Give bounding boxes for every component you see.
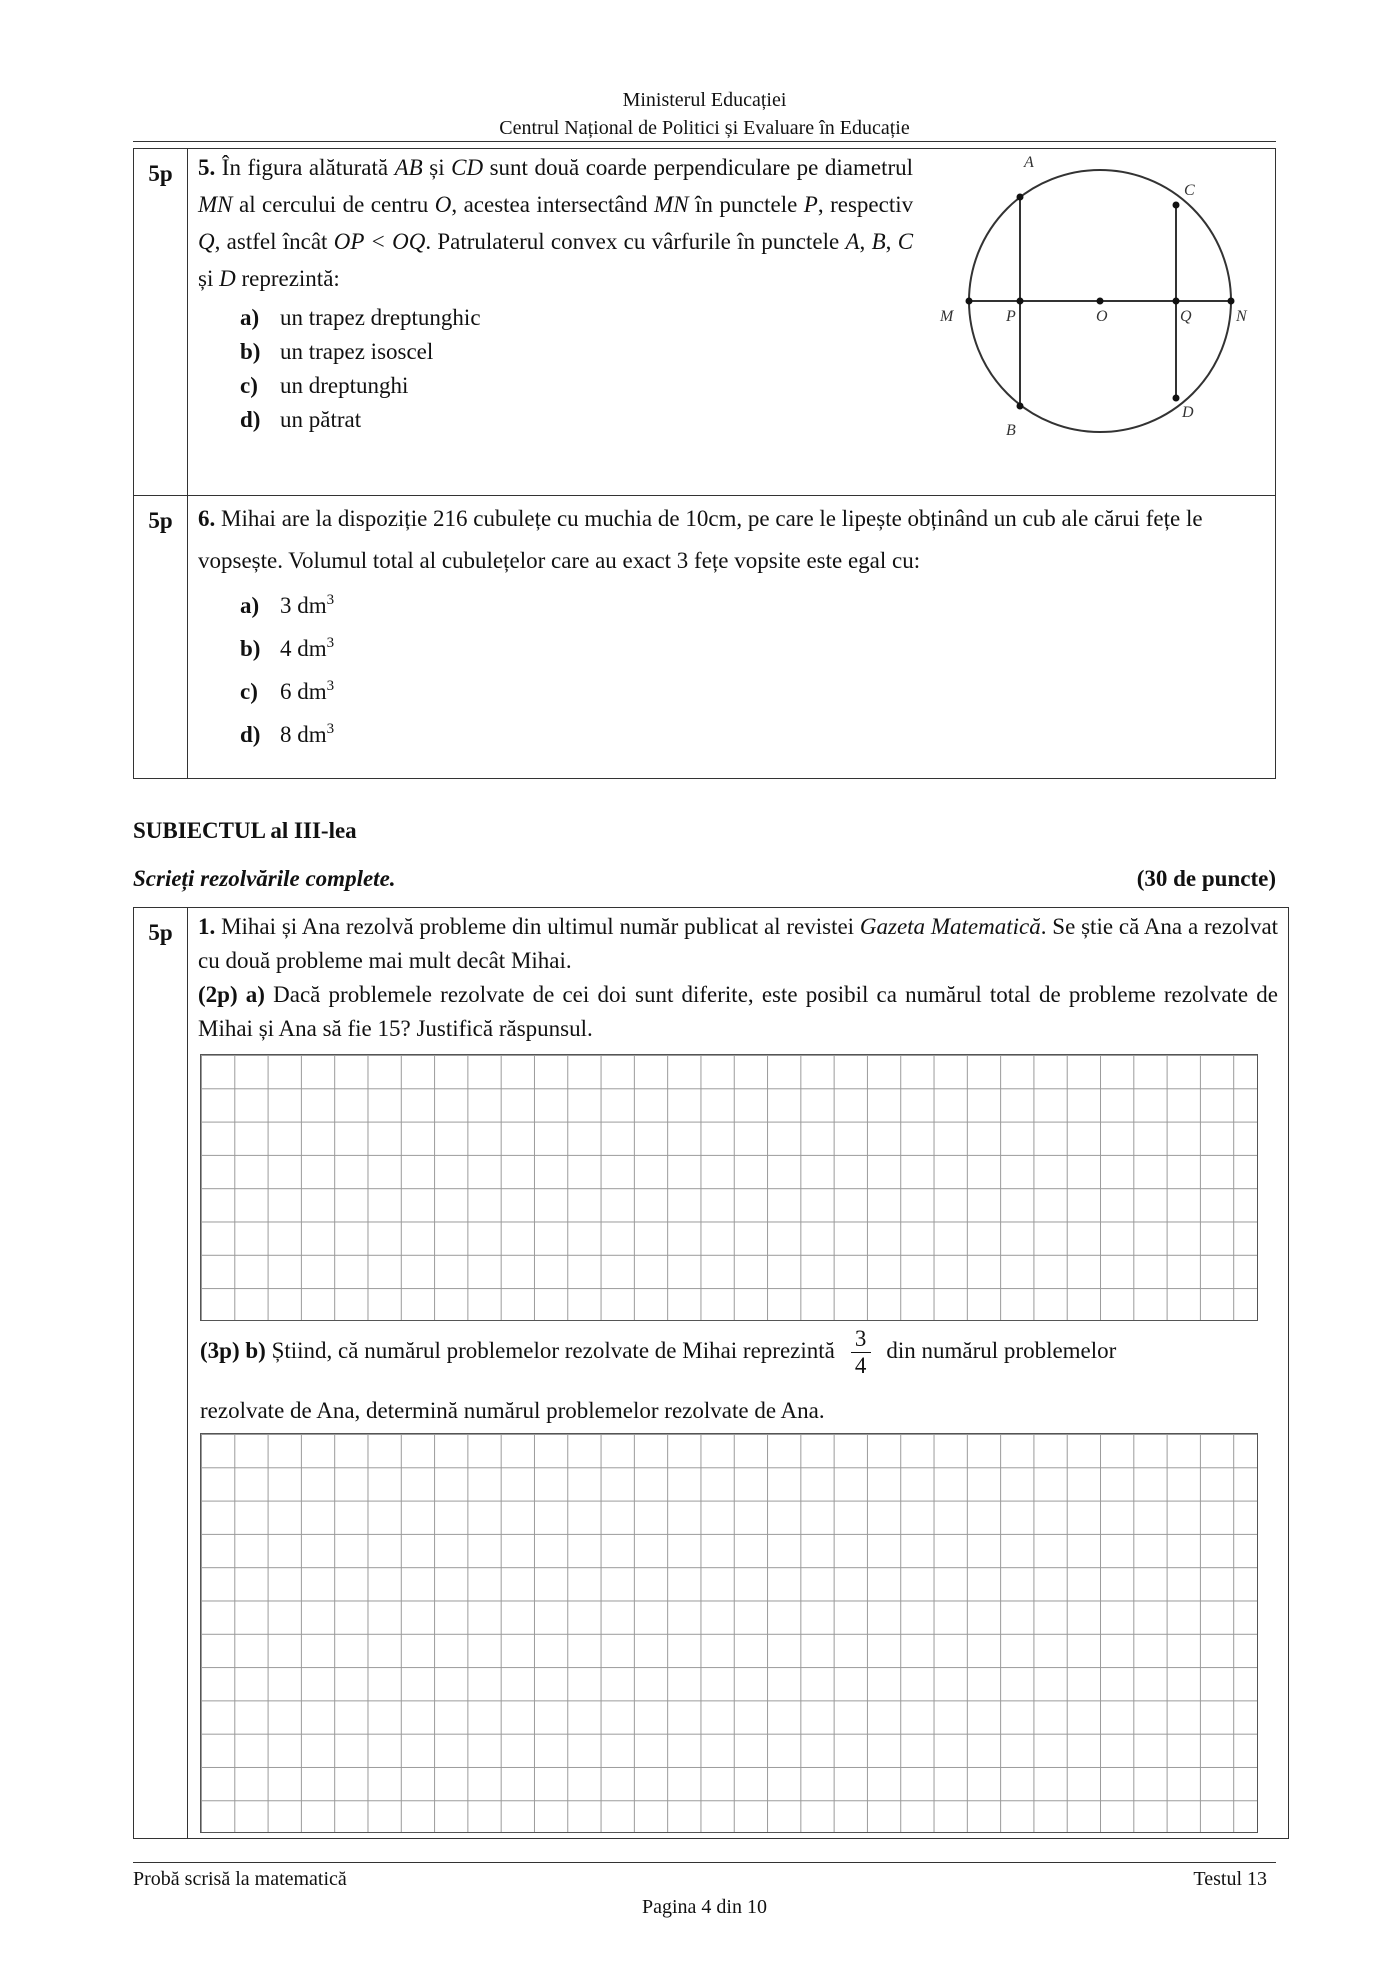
option-a[interactable] [240,584,1265,627]
option-text: un pătrat [280,407,362,432]
option-unit: dm [297,722,327,747]
q5-var-ab: AB [394,155,423,180]
label-d: D [1182,404,1194,421]
journal-name: Gazeta Matematică [859,914,1041,939]
point-q [1173,298,1180,305]
question-5-row [134,149,1276,496]
option-letter: b) [240,339,261,364]
q5-t16: . Patrulaterul convex cu vârfurile în punctele [425,229,840,254]
q5-t20: , [885,229,892,254]
point-d [1173,395,1180,402]
option-b[interactable] [240,627,1265,670]
point-n [1228,298,1235,305]
footer-rule [133,1862,1276,1863]
q5-var-a: A [845,229,860,254]
part-b-line2: rezolvate de Ana, determină numărul problemelor rezolvate de Ana. [200,1398,825,1423]
label-p: P [1006,308,1016,325]
header-center: Centrul Național de Politici și Evaluare în Educație [499,117,910,139]
part-b-text-cont: din numărul problemelor [886,1337,1117,1363]
q5-var-c: C [897,229,914,254]
question-6-statement: Mihai are la dispoziție 216 cubulețe cu muchia de 10cm, pe care le lipește obținând un cub ale cărui fețe le vopsește. Volumul total al cubulețelor care au exact 3 fețe vopsite este egal cu: [198,506,1203,573]
q5-t12: , respectiv [817,192,914,217]
circle-figure [936,153,1266,441]
header-rule [133,141,1276,142]
option-value: 8 [280,722,292,747]
option-unit: dm [297,593,327,618]
option-letter: c) [240,373,258,398]
question-5-number: 5. [198,155,216,180]
label-a: A [1024,154,1034,171]
intro-text-end: . Se știe că Ana a rezolvat cu două probleme mai mult decât Mihai. [198,914,1279,973]
option-letter: a) [240,305,260,330]
point-b [1017,403,1024,410]
q5-var-o: O [434,192,452,217]
option-exponent: 3 [326,592,335,608]
option-letter: b) [240,636,261,661]
q5-t22: și [198,266,214,291]
q5-var-cd: CD [451,155,484,180]
question-3-1-table [133,907,1289,1839]
question-3-1-intro [198,908,1278,978]
option-exponent: 3 [326,635,335,651]
question-3-1-points: 5p [134,908,188,1839]
q5-var-b: B [871,229,886,254]
point-a [1017,194,1024,201]
q5-var-mn: MN [198,192,233,217]
option-exponent: 3 [326,678,335,694]
question-3-1-body [188,908,1289,1839]
option-letter: d) [240,722,261,747]
q5-var-ineq: OP < OQ [333,229,426,254]
question-5-points: 5p [134,149,188,496]
question-3-1-row [134,908,1289,1839]
point-o [1097,298,1104,305]
q5-var-p: P [803,192,818,217]
label-c: C [1184,182,1195,199]
q5-var-q: Q [198,229,215,254]
footer-page-number: Pagina 4 din 10 [642,1896,767,1918]
q5-t14: , astfel încât [214,229,328,254]
section-title: SUBIECTUL al III-lea [133,818,357,843]
q5-t0: În figura alăturată [221,155,389,180]
section-instruction: Scrieți rezolvările complete. [133,866,396,891]
part-a-text: Dacă problemele rezolvate de cei doi sunt diferite, este posibil ca numărul total de probleme rezolvate de Mihai și Ana să fie 15? Justifică răspunsul. [198,982,1279,1041]
question-6-text [198,498,1265,582]
option-unit: dm [297,679,327,704]
option-value: 6 [280,679,292,704]
point-p [1017,298,1024,305]
questions-table [133,148,1276,779]
question-6-body [188,496,1276,779]
option-text: un trapez dreptunghic [280,305,481,330]
page-header [133,86,1276,142]
option-exponent: 3 [326,721,335,737]
question-6-options [198,584,1265,756]
part-a-letter: a) [245,982,265,1007]
q5-t2: și [429,155,445,180]
option-value: 3 [280,593,292,618]
part-a [198,978,1278,1046]
answer-grid-a[interactable] [200,1054,1258,1321]
label-n: N [1236,308,1247,325]
answer-grid-b[interactable] [200,1433,1258,1833]
q5-t8: , acestea intersectând [451,192,648,217]
q5-t6: al cercului de centru [238,192,429,217]
q5-t4: sunt două coarde perpendiculare pe diametrul [489,155,914,180]
question-3-1-number: 1. [198,914,216,939]
part-b-letter: b) [245,1337,266,1363]
option-letter: c) [240,679,258,704]
point-c [1173,202,1180,209]
fraction-numerator: 3 [851,1326,871,1353]
label-o: O [1096,308,1108,325]
option-text: un trapez isoscel [280,339,434,364]
option-letter: a) [240,593,260,618]
option-value: 4 [280,636,292,661]
point-m [966,298,973,305]
option-text: un dreptunghi [280,373,409,398]
question-6-row [134,496,1276,779]
part-b [200,1326,1258,1379]
footer-exam-name: Probă scrisă la matematică [133,1868,347,1890]
question-6-number: 6. [198,506,216,531]
header-ministry: Ministerul Educației [622,89,787,111]
intro-text: Mihai și Ana rezolvă probleme din ultimul număr publicat al revistei [221,914,855,939]
part-b-points: (3p) [200,1337,240,1363]
footer-test-number: Testul 13 [1193,1868,1267,1890]
q5-t10: în punctele [695,192,798,217]
question-6-points: 5p [134,496,188,779]
q5-t24: reprezintă: [241,266,340,291]
option-letter: d) [240,407,261,432]
option-d[interactable] [240,713,1265,756]
question-5-text [198,149,913,297]
fraction [851,1326,871,1379]
section-instruction-row [133,866,1276,892]
q5-var-mn2: MN [654,192,689,217]
q5-t18: , [859,229,866,254]
label-b: B [1006,422,1016,439]
fraction-denominator: 4 [854,1353,867,1378]
section-points: (30 de puncte) [1136,866,1276,891]
option-unit: dm [297,636,327,661]
part-b-text: Știind, că numărul problemelor rezolvate de Mihai reprezintă [271,1337,835,1363]
q5-var-d: D [219,266,236,291]
option-c[interactable] [240,670,1265,713]
label-m: M [940,308,954,325]
part-a-points: (2p) [198,982,238,1007]
question-5-body [188,149,1276,496]
label-q: Q [1180,308,1192,325]
